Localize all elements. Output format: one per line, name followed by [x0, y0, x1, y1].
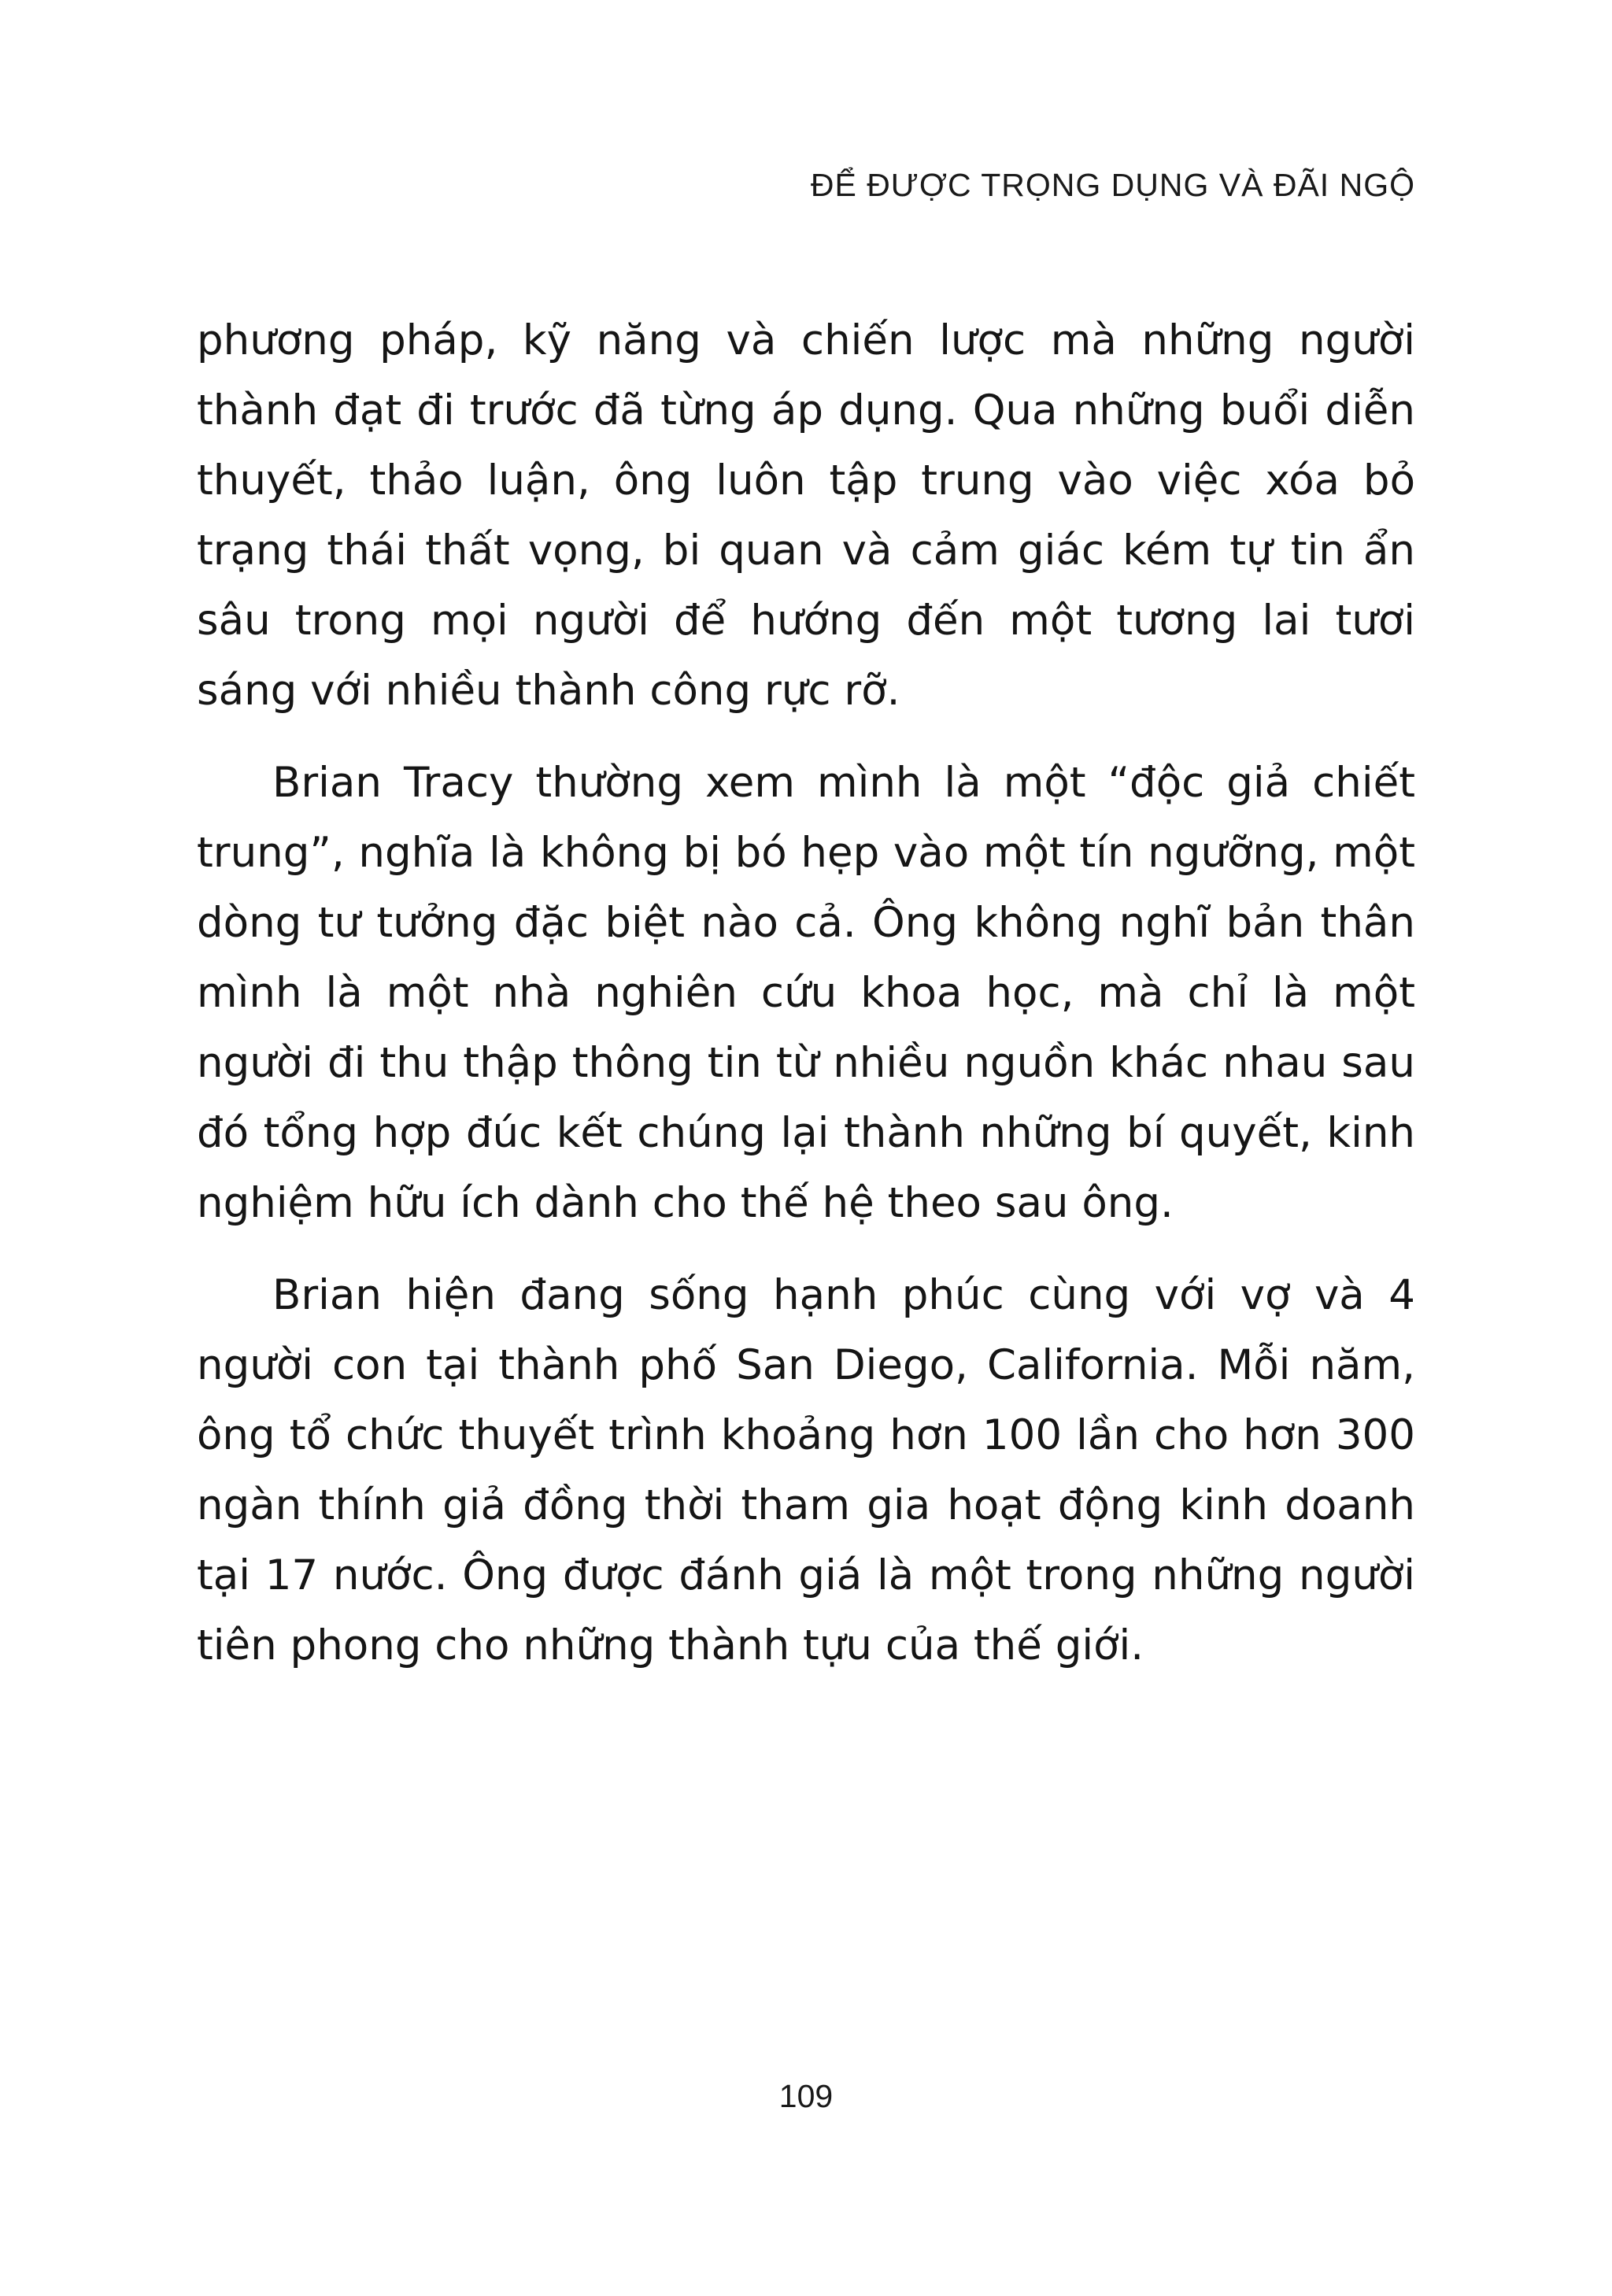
running-header: ĐỂ ĐƯỢC TRỌNG DỤNG VÀ ĐÃI NGỘ — [810, 167, 1415, 203]
paragraph-eclectic-reader: Brian Tracy thường xem mình là một “độc giả chiết trung”, nghĩa là không bị bó hẹp vào một tín ngưỡng, một dòng tư tưởng đặc biệt nào cả. Ông không nghĩ bản thân mình là một nhà nghiên cứu khoa học, mà chỉ là một người đi thu thập thông tin từ nhiều nguồn khác nhau sau đó tổng hợp đúc kết chúng lại thành những bí quyết, kinh nghiệm hữu ích dành cho thế hệ theo sau ông. — [197, 759, 1415, 1227]
page-number: 109 — [778, 2078, 834, 2114]
body-text — [197, 305, 1415, 1703]
paragraph-family-and-career: Brian hiện đang sống hạnh phúc cùng với vợ và 4 người con tại thành phố San Diego, California. Mỗi năm, ông tổ chức thuyết trình khoảng hơn 100 lần cho hơn 300 ngàn thính giả đồng thời tham gia hoạt động kinh doanh tại 17 nước. Ông được đánh giá là một trong những người tiên phong cho những thành tựu của thế giới. — [197, 1271, 1415, 1669]
paragraph-continuation: phương pháp, kỹ năng và chiến lược mà những người thành đạt đi trước đã từng áp dụng. Qua những buổi diễn thuyết, thảo luận, ông luôn tập trung vào việc xóa bỏ trạng thái thất vọng, bi quan và cảm giác kém tự tin ẩn sâu trong mọi người để hướng đến một tương lai tươi sáng với nhiều thành công rực rỡ. — [197, 316, 1415, 715]
